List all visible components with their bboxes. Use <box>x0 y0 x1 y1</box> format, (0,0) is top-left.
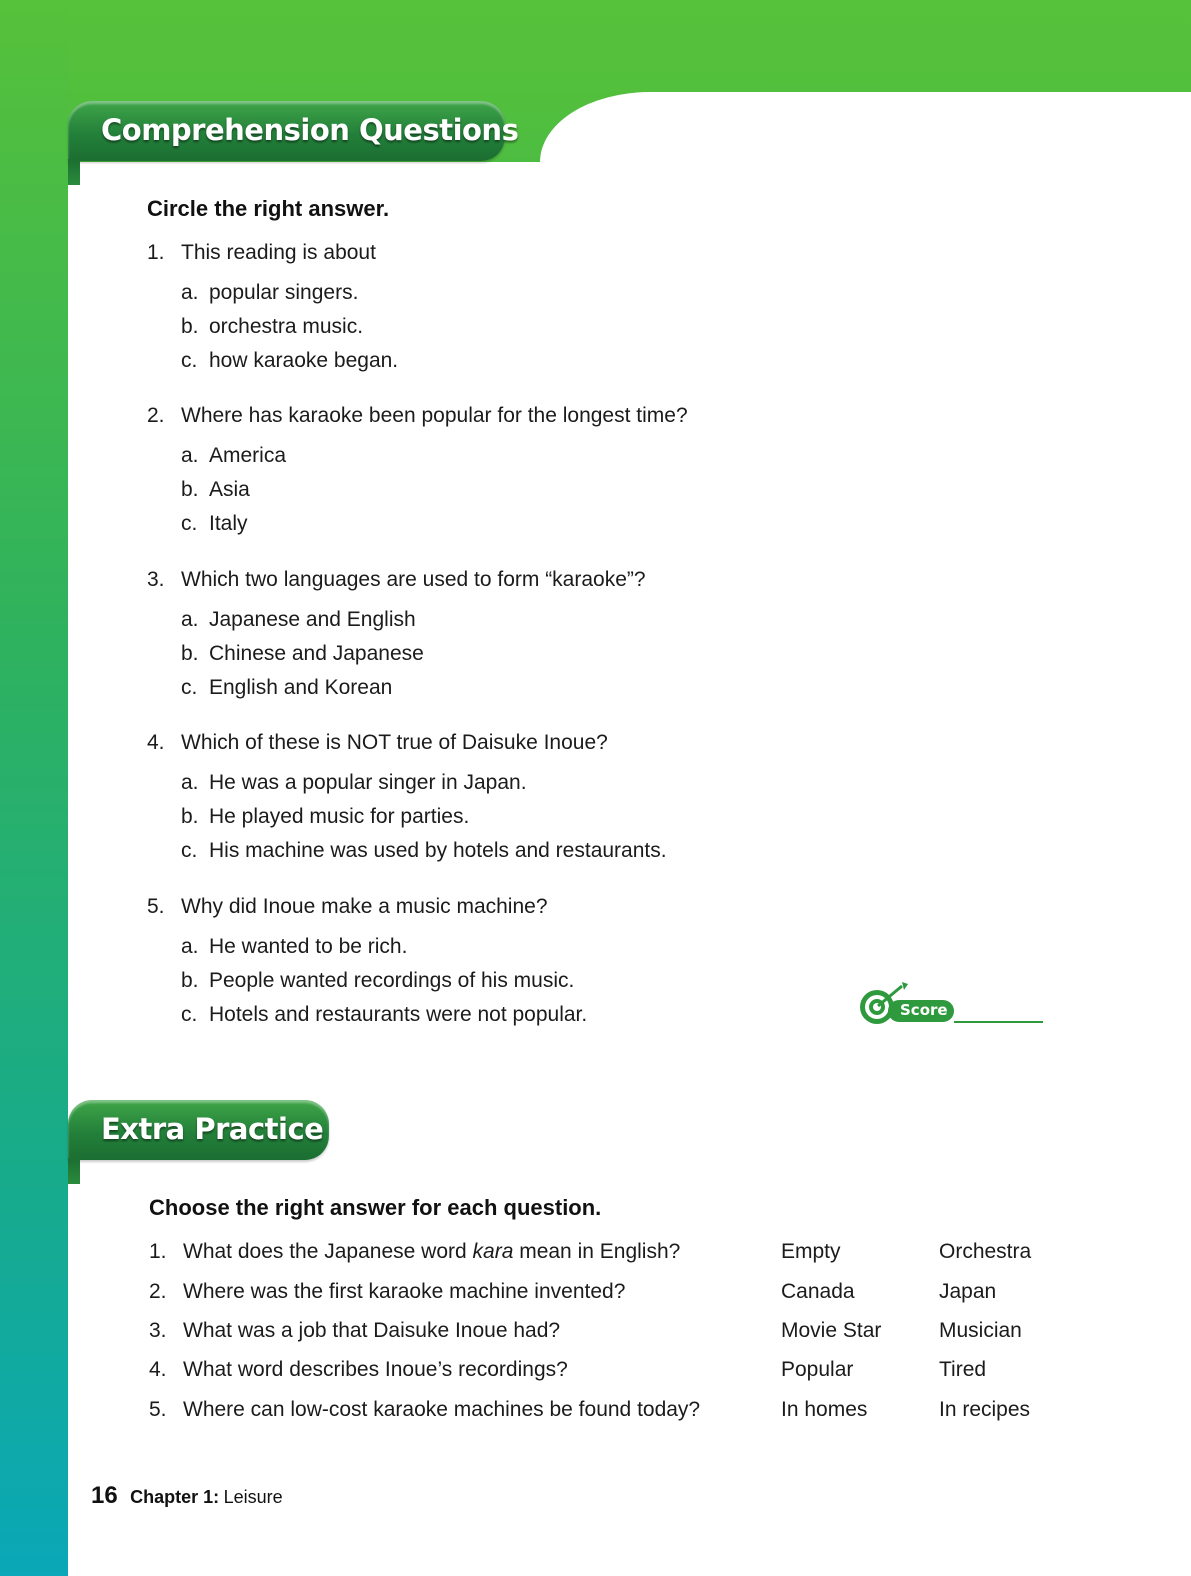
extra-question-text: What does the Japanese word <box>183 1240 473 1263</box>
answer-option[interactable] <box>181 512 248 536</box>
option-text: Japanese and English <box>209 608 416 631</box>
choice-a[interactable]: Empty <box>781 1240 841 1263</box>
extra-question-text: Where can low-cost karaoke machines be found today? <box>183 1398 701 1421</box>
left-gradient-band <box>0 0 68 1576</box>
question-number: 5. <box>147 895 165 918</box>
extra-question-text: Where was the first karaoke machine invented? <box>183 1280 626 1303</box>
panel-right-top <box>660 92 1191 162</box>
option-letter: b. <box>181 315 199 338</box>
option-letter: a. <box>181 444 199 467</box>
option-letter: a. <box>181 608 199 631</box>
option-text: America <box>209 444 287 467</box>
option-text: He was a popular singer in Japan. <box>209 771 527 794</box>
question-number: 3. <box>147 568 165 591</box>
answer-option[interactable] <box>181 281 358 305</box>
comprehension-instruction: Circle the right answer. <box>147 196 390 221</box>
option-text: how karaoke began. <box>209 349 399 372</box>
question-text: This reading is about <box>181 241 376 264</box>
question <box>147 895 548 919</box>
extra-question-number: 5. <box>149 1398 167 1421</box>
extra-question <box>149 1319 560 1343</box>
answer-option[interactable] <box>181 969 574 993</box>
score-box <box>858 980 1048 1026</box>
choice-b[interactable]: In recipes <box>939 1398 1031 1421</box>
extra-question <box>149 1280 625 1304</box>
extra-question-emphasis: kara <box>472 1240 514 1263</box>
question-text: Which of these is NOT true of Daisuke Inoue? <box>181 731 608 754</box>
chapter-label: Chapter 1: <box>130 1487 220 1507</box>
answer-option[interactable] <box>181 642 424 666</box>
question-number: 2. <box>147 404 165 427</box>
choice-a[interactable]: Movie Star <box>781 1319 882 1342</box>
option-letter: b. <box>181 478 199 501</box>
answer-option[interactable] <box>181 771 527 795</box>
score-answer-line[interactable] <box>954 1021 1043 1023</box>
option-letter: b. <box>181 969 199 992</box>
option-text: People wanted recordings of his music. <box>209 969 575 992</box>
choice-b[interactable]: Japan <box>939 1280 997 1303</box>
banner-tail <box>68 159 80 185</box>
extra-banner <box>68 1100 329 1160</box>
answer-option[interactable] <box>181 478 250 502</box>
extra-question <box>149 1398 700 1422</box>
extra-question-number: 2. <box>149 1280 167 1303</box>
extra-question-text: What word describes Inoue’s recordings? <box>183 1358 568 1381</box>
extra-question <box>149 1358 568 1382</box>
option-text: orchestra music. <box>209 315 364 338</box>
answer-option[interactable] <box>181 935 407 959</box>
choice-b[interactable]: Orchestra <box>939 1240 1032 1263</box>
option-letter: c. <box>181 1003 198 1026</box>
option-letter: c. <box>181 839 198 862</box>
answer-option[interactable] <box>181 349 398 373</box>
option-letter: c. <box>181 512 198 535</box>
extra-question-number: 1. <box>149 1240 167 1263</box>
option-text: He wanted to be rich. <box>209 935 408 958</box>
banner-tail <box>68 1158 80 1184</box>
choice-a[interactable]: Popular <box>781 1358 854 1381</box>
option-text: His machine was used by hotels and restaurants. <box>209 839 667 862</box>
question-text: Why did Inoue make a music machine? <box>181 895 548 918</box>
question <box>147 568 646 592</box>
option-letter: c. <box>181 349 198 372</box>
choice-a[interactable]: Canada <box>781 1280 855 1303</box>
option-letter: a. <box>181 771 199 794</box>
page-footer <box>91 1482 283 1510</box>
question <box>147 404 688 428</box>
option-letter: a. <box>181 935 199 958</box>
answer-option[interactable] <box>181 805 469 829</box>
extra-question-number: 4. <box>149 1358 167 1381</box>
choice-b[interactable]: Musician <box>939 1319 1022 1342</box>
choice-b[interactable]: Tired <box>939 1358 987 1381</box>
extra-question <box>149 1240 680 1264</box>
answer-option[interactable] <box>181 676 392 700</box>
extra-title: Extra Practice <box>101 1112 324 1146</box>
choice-a[interactable]: In homes <box>781 1398 868 1421</box>
answer-option[interactable] <box>181 315 363 339</box>
comprehension-banner <box>68 101 519 161</box>
chapter-topic: Leisure <box>223 1487 283 1507</box>
extra-question-number: 3. <box>149 1319 167 1342</box>
answer-option[interactable] <box>181 444 286 468</box>
question-text: Where has karaoke been popular for the longest time? <box>181 404 688 427</box>
extra-question-text-end: mean in English? <box>513 1240 681 1263</box>
option-letter: a. <box>181 281 199 304</box>
answer-option[interactable] <box>181 608 416 632</box>
option-text: English and Korean <box>209 676 393 699</box>
option-letter: b. <box>181 642 199 665</box>
option-text: Chinese and Japanese <box>209 642 424 665</box>
extra-instruction: Choose the right answer for each question. <box>149 1195 602 1220</box>
question <box>147 731 608 755</box>
option-text: Italy <box>209 512 248 535</box>
option-text: Asia <box>209 478 250 501</box>
question-number: 1. <box>147 241 165 264</box>
question <box>147 241 376 265</box>
extra-question-text: What was a job that Daisuke Inoue had? <box>183 1319 561 1342</box>
answer-option[interactable] <box>181 839 667 863</box>
question-number: 4. <box>147 731 165 754</box>
comprehension-title: Comprehension Questions <box>101 113 519 147</box>
page-number: 16 <box>91 1482 118 1509</box>
option-text: Hotels and restaurants were not popular. <box>209 1003 588 1026</box>
option-letter: c. <box>181 676 198 699</box>
option-text: He played music for parties. <box>209 805 470 828</box>
option-text: popular singers. <box>209 281 359 304</box>
option-letter: b. <box>181 805 199 828</box>
score-label: Score <box>900 1001 948 1019</box>
question-text: Which two languages are used to form “karaoke”? <box>181 568 646 591</box>
answer-option[interactable] <box>181 1003 587 1027</box>
